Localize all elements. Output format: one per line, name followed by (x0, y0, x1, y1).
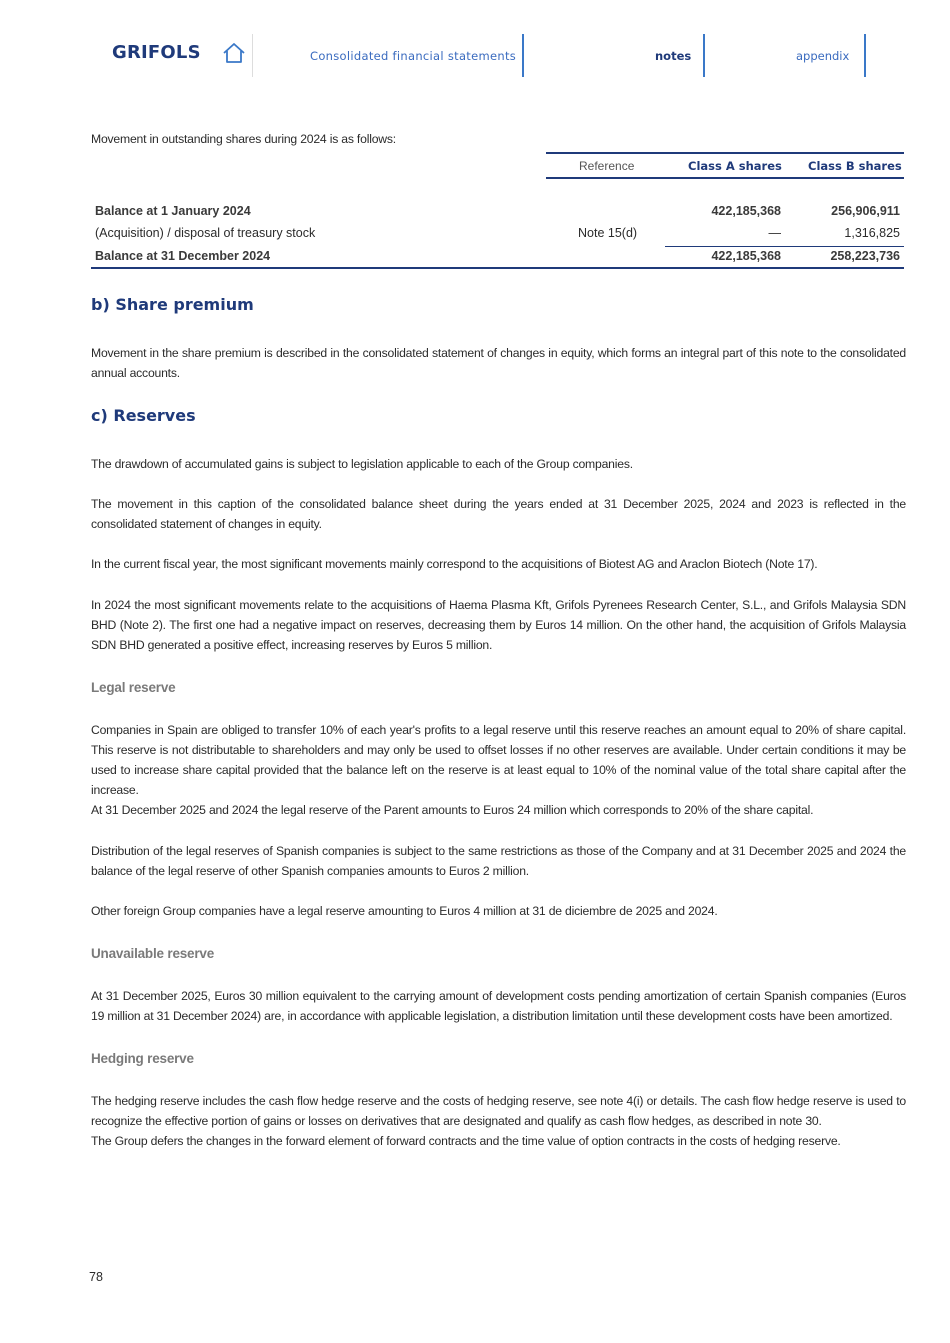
divider (703, 34, 705, 77)
divider (522, 34, 524, 77)
subsection-title-unavailable-reserve: Unavailable reserve (91, 946, 215, 961)
table-row (91, 202, 906, 222)
paragraph: Companies in Spain are obliged to transfer 10% of each year's profits to a legal reserve until this reserve reaches an amount equal to 20% of share capital. This reserve is not distributable to shareholders and may only be used to offset losses if no other reserves are available. Under certain conditions it may be used to increase share capital provided that the balance left on the reserve is at least equal to 10% of the nominal value of the total share capital after the increase. (91, 723, 906, 797)
paragraph: Movement in the share premium is described in the consolidated statement of changes in equity, which forms an integral part of this note to the consolidated annual accounts. (91, 346, 906, 380)
divider (864, 34, 866, 77)
row-class-b: 256,906,911 (831, 204, 900, 218)
table-top-rule (546, 152, 904, 154)
subsection-title-legal-reserve: Legal reserve (91, 680, 176, 695)
paragraph: Other foreign Group companies have a legal reserve amounting to Euros 4 million at 31 de diciembre de 2025 and 2024. (91, 904, 718, 918)
nav-notes[interactable]: notes (655, 49, 692, 63)
section-title-share-premium: b) Share premium (91, 295, 254, 314)
paragraph: In 2024 the most significant movements relate to the acquisitions of Haema Plasma Kft, Grifols Pyrenees Research Center, S.L., and Grifols Malaysia SDN BHD (Note 2). The first one had a negative impact on reserves, decreasing them by Euros 14 million. On the other hand, the acquisition of Grifols Malaysia SDN BHD generated a positive effect, increasing reserves by Euros 5 million. (91, 598, 906, 652)
paragraph: The hedging reserve includes the cash flow hedge reserve and the costs of hedging reserve, see note 4(i) or details. The cash flow hedge reserve is used to recognize the effective portion of gains or losses on derivatives that are designated and qualify as cash flow hedges, as described in note 30. (91, 1094, 906, 1128)
column-header-class-b: Class B shares (808, 159, 902, 173)
row-class-b: 1,316,825 (844, 226, 900, 240)
subsection-title-hedging-reserve: Hedging reserve (91, 1051, 194, 1066)
table-caption: Movement in outstanding shares during 2024 is as follows: (91, 132, 396, 146)
home-icon[interactable] (222, 41, 246, 65)
column-header-reference: Reference (579, 159, 635, 173)
table-row (91, 224, 906, 244)
paragraph: At 31 December 2025 and 2024 the legal reserve of the Parent amounts to Euros 24 million which corresponds to 20% of the share capital. (91, 803, 814, 817)
row-label: Balance at 31 December 2024 (95, 249, 271, 263)
section-title-reserves: c) Reserves (91, 406, 196, 425)
page-number: 78 (89, 1270, 103, 1284)
row-class-a: 422,185,368 (711, 249, 781, 263)
page-header (0, 0, 950, 98)
row-reference: Note 15(d) (578, 226, 638, 240)
shares-movement-table (91, 130, 906, 275)
grifols-logo[interactable]: GRIFOLS (112, 42, 201, 63)
header-rule (665, 177, 904, 179)
table-row (91, 247, 906, 267)
paragraph: At 31 December 2025, Euros 30 million equivalent to the carrying amount of development costs pending amortization of certain Spanish companies (Euros 19 million at 31 December 2024) are, in accordance with applicable legislation, a distribution limitation until these development costs have been amortized. (91, 989, 906, 1023)
table-bottom-rule (91, 267, 904, 269)
paragraph: The Group defers the changes in the forward element of forward contracts and the time value of option contracts in the costs of hedging reserve. (91, 1134, 841, 1148)
paragraph: The drawdown of accumulated gains is subject to legislation applicable to each of the Group companies. (91, 457, 633, 471)
row-class-a: — (768, 226, 781, 240)
paragraph: Distribution of the legal reserves of Spanish companies is subject to the same restrictions as those of the Company and at 31 December 2025 and 2024 the balance of the legal reserve of other Spanish companies amounts to Euros 2 million. (91, 844, 906, 878)
divider (252, 34, 253, 77)
paragraph: The movement in this caption of the consolidated balance sheet during the years ended at 31 December 2025, 2024 and 2023 is reflected in the consolidated statement of changes in equity. (91, 497, 906, 531)
row-class-a: 422,185,368 (711, 204, 781, 218)
header-rule (546, 177, 678, 179)
column-header-class-a: Class A shares (688, 159, 782, 173)
nav-consolidated-financial-statements[interactable]: Consolidated financial statements (310, 49, 517, 63)
nav-appendix[interactable]: appendix (796, 49, 850, 63)
row-label: (Acquisition) / disposal of treasury stock (95, 226, 316, 240)
paragraph: In the current fiscal year, the most significant movements mainly correspond to the acquisitions of Biotest AG and Araclon Biotech (Note 17). (91, 557, 818, 571)
row-class-b: 258,223,736 (830, 249, 900, 263)
row-label: Balance at 1 January 2024 (95, 204, 251, 218)
